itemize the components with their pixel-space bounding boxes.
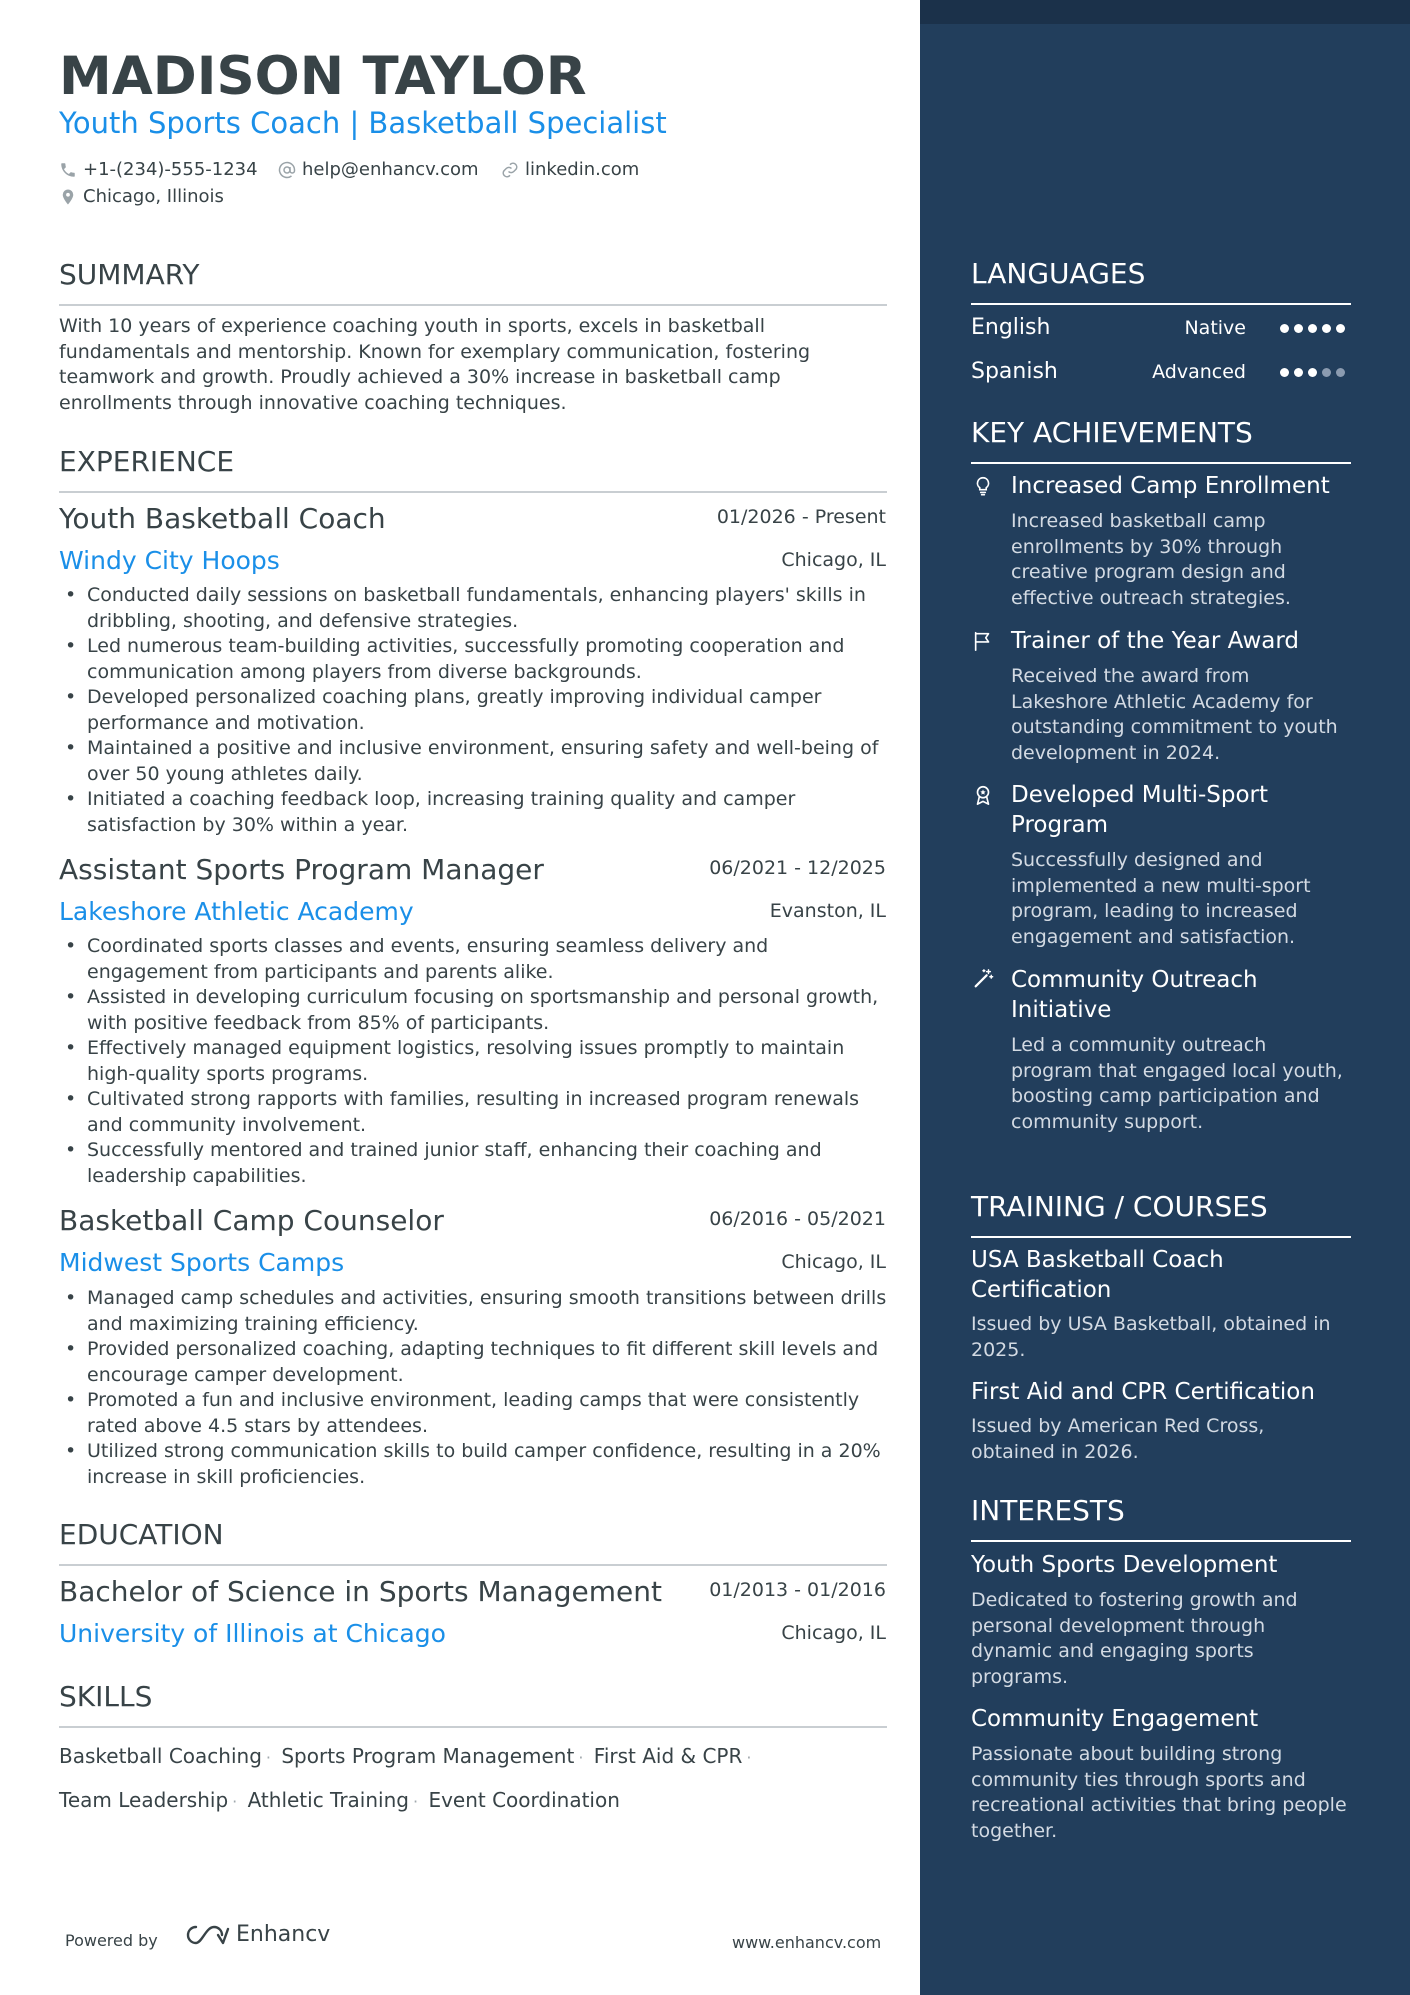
skill-item: Athletic Training: [247, 1788, 409, 1812]
award-icon: [972, 784, 994, 806]
email-text: help@enhancv.com: [302, 159, 479, 180]
skills-divider: [59, 1726, 887, 1728]
flag-icon: [972, 630, 994, 652]
job-bullet: • Assisted in developing curriculum focusing on sportsmanship and personal growth, with positive feedback from 85% of participants.: [59, 985, 889, 1036]
job-bullet: • Promoted a fun and inclusive environment, leading camps that were consistently rated above 4.5 stars by attendees.: [59, 1388, 889, 1439]
language-rating: [1280, 368, 1345, 377]
skills-list: Basketball Coaching · Sports Program Management · First Aid & CPR · Team Leadership · Athletic Training · Event Coordination: [59, 1744, 752, 1812]
job-bullets: [59, 583, 889, 838]
summary-divider: [59, 304, 887, 306]
lightbulb-icon: [972, 475, 994, 497]
language-name: Spanish: [971, 359, 1058, 384]
rating-dot-empty: [1336, 368, 1345, 377]
phone-icon: [59, 161, 77, 179]
training-title: First Aid and CPR Certification: [971, 1379, 1315, 1405]
job-location: Evanston, IL: [769, 900, 886, 922]
interest-desc: Dedicated to fostering growth and personal development through dynamic and engaging sports programs.: [971, 1589, 1298, 1688]
language-level: Native: [1184, 317, 1246, 339]
skill-item: Event Coordination: [428, 1788, 620, 1812]
languages-divider: [971, 303, 1351, 305]
candidate-name: MADISON TAYLOR: [59, 46, 587, 107]
skill-item: Basketball Coaching: [59, 1744, 262, 1768]
brand-name: Enhancv: [236, 1922, 331, 1947]
skill-item: Sports Program Management: [281, 1744, 575, 1768]
experience-heading: EXPERIENCE: [59, 445, 235, 478]
rating-dot-empty: [1322, 368, 1331, 377]
interest-title: Youth Sports Development: [971, 1552, 1278, 1578]
job-bullet: • Led numerous team-building activities, successfully promoting cooperation and communication among players from diverse backgrounds.: [59, 634, 889, 685]
language-level: Advanced: [1152, 361, 1246, 383]
interest-title: Community Engagement: [971, 1706, 1259, 1732]
location-contact: [59, 183, 224, 211]
interest-desc: Passionate about building strong community ties through sports and recreational activities that bring people together.: [971, 1743, 1347, 1842]
achievement-desc: Led a community outreach program that engaged local youth, boosting camp participation and community support.: [1011, 1034, 1343, 1133]
skill-item: Team Leadership: [59, 1788, 229, 1812]
job-bullet: • Coordinated sports classes and events, ensuring seamless delivery and engagement from participants and parents alike.: [59, 934, 889, 985]
phone-contact[interactable]: [59, 156, 258, 184]
job-bullet: • Successfully mentored and trained junior staff, enhancing their coaching and leadership capabilities.: [59, 1138, 889, 1189]
summary-heading: SUMMARY: [59, 258, 200, 291]
achievement-title: Increased Camp Enrollment: [1011, 473, 1330, 499]
job-bullets: [59, 1286, 889, 1490]
at-icon: [278, 161, 296, 179]
job-bullets: [59, 934, 889, 1189]
job-bullet: • Developed personalized coaching plans, greatly improving individual camper performance and motivation.: [59, 685, 889, 736]
job-date: 01/2026 - Present: [716, 506, 886, 528]
job-company: Lakeshore Athletic Academy: [59, 897, 414, 926]
summary-text: With 10 years of experience coaching youth in sports, excels in basketball fundamentals and mentorship. Known for exemplary communication, fostering teamwork and growth. Proudly achieved a 30% increase in basketball camp enrollments through innovative coaching techniques.: [59, 315, 811, 414]
language-rating: [1280, 324, 1345, 333]
magic-wand-icon: [972, 968, 994, 990]
rating-dot-filled: [1294, 368, 1303, 377]
phone-text: +1-(234)-555-1234: [83, 159, 258, 180]
experience-divider: [59, 491, 887, 493]
rating-dot-filled: [1280, 368, 1289, 377]
education-degree: Bachelor of Science in Sports Management: [59, 1575, 662, 1608]
rating-dot-filled: [1294, 324, 1303, 333]
training-title: USA Basketball Coach Certification: [971, 1247, 1224, 1303]
achievement-desc: Successfully designed and implemented a new multi-sport program, leading to increased engagement and satisfaction.: [1011, 849, 1311, 948]
interests-divider: [971, 1540, 1351, 1542]
training-divider: [971, 1236, 1351, 1238]
achievement-desc: Received the award from Lakeshore Athletic Academy for outstanding commitment to youth development in 2024.: [1011, 665, 1338, 764]
sidebar-top-bar: [920, 0, 1410, 24]
languages-heading: LANGUAGES: [971, 257, 1146, 290]
achievement-title: Community Outreach Initiative: [1011, 967, 1258, 1023]
job-company: Windy City Hoops: [59, 546, 280, 575]
job-bullet: • Effectively managed equipment logistics, resolving issues promptly to maintain high-quality sports programs.: [59, 1036, 889, 1087]
footer-powered-by: Powered by: [65, 1931, 158, 1950]
skill-item: First Aid & CPR: [593, 1744, 743, 1768]
rating-dot-filled: [1336, 324, 1345, 333]
enhancv-logo[interactable]: [184, 1922, 330, 1947]
interests-heading: INTERESTS: [971, 1494, 1125, 1527]
job-bullet: • Cultivated strong rapports with families, resulting in increased program renewals and community involvement.: [59, 1087, 889, 1138]
job-bullet: • Maintained a positive and inclusive environment, ensuring safety and well-being of over 50 young athletes daily.: [59, 736, 889, 787]
education-heading: EDUCATION: [59, 1518, 224, 1551]
job-bullet: • Provided personalized coaching, adapting techniques to fit different skill levels and encourage camper development.: [59, 1337, 889, 1388]
rating-dot-filled: [1308, 324, 1317, 333]
job-date: 06/2016 - 05/2021: [709, 1208, 886, 1230]
website-contact[interactable]: [501, 156, 639, 184]
rating-dot-filled: [1322, 324, 1331, 333]
candidate-headline: Youth Sports Coach | Basketball Specialist: [59, 106, 667, 140]
training-desc: Issued by American Red Cross, obtained in 2026.: [971, 1415, 1265, 1463]
achievements-heading: KEY ACHIEVEMENTS: [971, 416, 1253, 449]
achievements-divider: [971, 462, 1351, 464]
location-pin-icon: [59, 188, 77, 206]
job-bullet: • Managed camp schedules and activities, ensuring smooth transitions between drills and maximizing training efficiency.: [59, 1286, 889, 1337]
skills-heading: SKILLS: [59, 1680, 153, 1713]
link-icon: [501, 161, 519, 179]
job-title: Basketball Camp Counselor: [59, 1204, 444, 1237]
achievement-title: Developed Multi-Sport Program: [1011, 782, 1269, 838]
job-location: Chicago, IL: [781, 549, 886, 571]
achievement-desc: Increased basketball camp enrollments by 30% through creative program design and effective outreach strategies.: [1011, 510, 1291, 609]
education-location: Chicago, IL: [781, 1622, 886, 1644]
training-heading: TRAINING / COURSES: [971, 1190, 1268, 1223]
job-location: Chicago, IL: [781, 1251, 886, 1273]
job-title: Youth Basketball Coach: [59, 502, 386, 535]
education-school: University of Illinois at Chicago: [59, 1619, 446, 1648]
job-company: Midwest Sports Camps: [59, 1248, 345, 1277]
rating-dot-filled: [1308, 368, 1317, 377]
training-desc: Issued by USA Basketball, obtained in 2025.: [971, 1313, 1331, 1361]
infinity-logo-icon: [184, 1923, 230, 1947]
location-text: Chicago, Illinois: [83, 186, 224, 207]
job-bullet: • Initiated a coaching feedback loop, increasing training quality and camper satisfaction by 30% within a year.: [59, 787, 889, 838]
rating-dot-filled: [1280, 324, 1289, 333]
job-bullet: • Utilized strong communication skills to build camper confidence, resulting in a 20% increase in skill proficiencies.: [59, 1439, 889, 1490]
education-date: 01/2013 - 01/2016: [709, 1579, 886, 1601]
email-contact[interactable]: [278, 156, 479, 184]
job-title: Assistant Sports Program Manager: [59, 853, 544, 886]
footer-url[interactable]: www.enhancv.com: [732, 1933, 882, 1952]
language-name: English: [971, 315, 1051, 340]
achievement-title: Trainer of the Year Award: [1011, 628, 1300, 654]
education-divider: [59, 1564, 887, 1566]
job-date: 06/2021 - 12/2025: [709, 857, 886, 879]
job-bullet: • Conducted daily sessions on basketball fundamentals, enhancing players' skills in dribbling, shooting, and defensive strategies.: [59, 583, 889, 634]
website-text: linkedin.com: [525, 159, 640, 180]
